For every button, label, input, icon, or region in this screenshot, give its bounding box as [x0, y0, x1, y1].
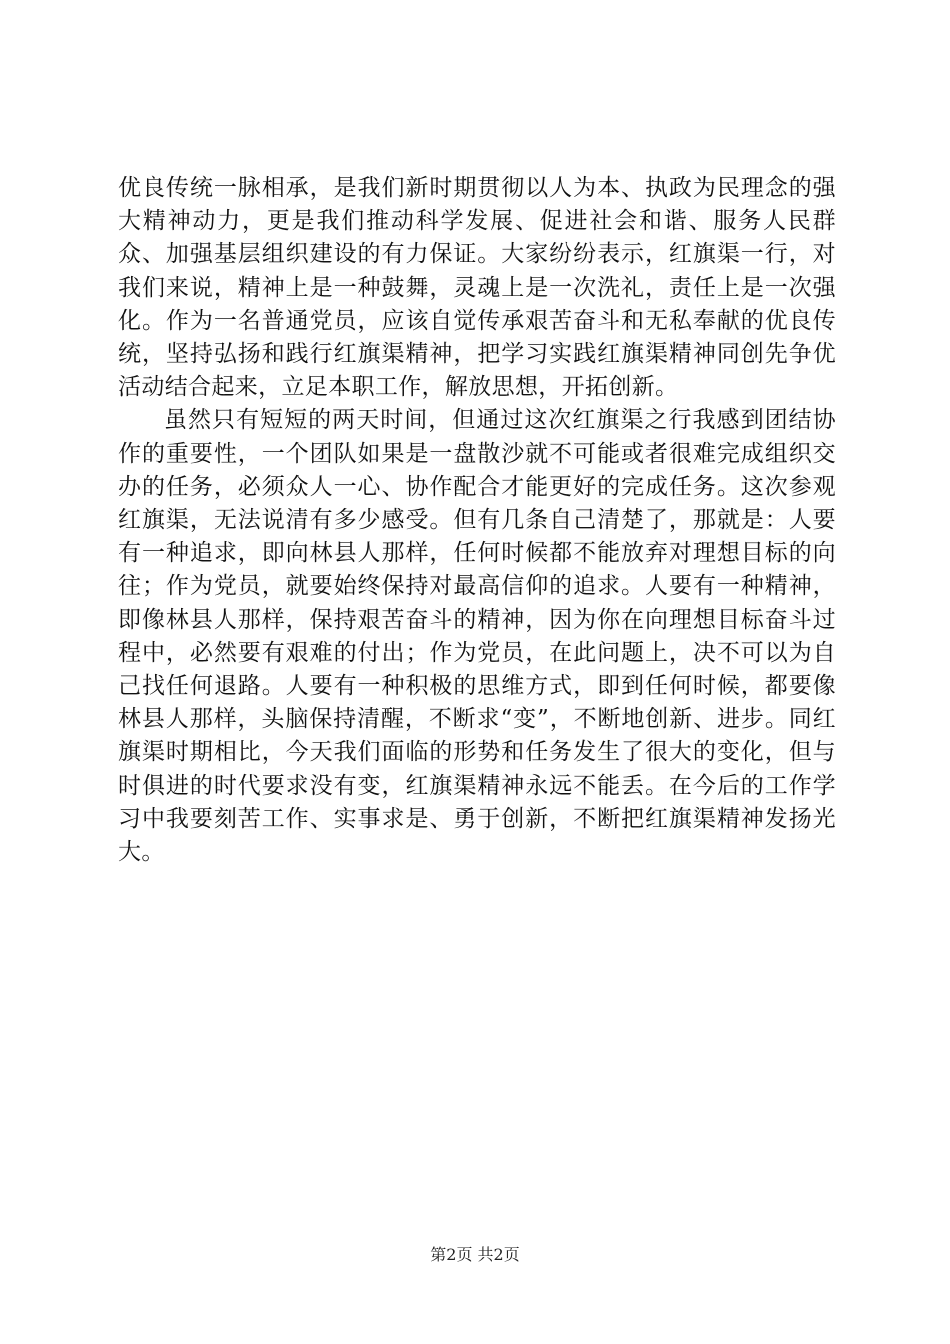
document-body [118, 172, 836, 869]
page-number-footer: 第2页 共2页 [430, 1245, 520, 1264]
paragraph-continuation: 优良传统一脉相承，是我们新时期贯彻以人为本、执政为民理念的强大精神动力，更是我们推动科学发展、促进社会和谐、服务人民群众、加强基层组织建设的有力保证。大家纷纷表示，红旗渠一行，对我们来说，精神上是一种鼓舞，灵魂上是一次洗礼，责任上是一次强化。作为一名普通党员，应该自觉传承艰苦奋斗和无私奉献的优良传统，坚持弘扬和践行红旗渠精神，把学习实践红旗渠精神同创先争优活动结合起来，立足本职工作，解放思想，开拓创新。 [118, 175, 836, 401]
paragraph-reflection: 虽然只有短短的两天时间，但通过这次红旗渠之行我感到团结协作的重要性，一个团队如果是一盘散沙就不可能或者很难完成组织交办的任务，必须众人一心、协作配合才能更好的完成任务。这次参观红旗渠，无法说清有多少感受。但有几条自己清楚了，那就是：人要有一种追求，即向林县人那样，任何时候都不能放弃对理想目标的向往；作为党员，就要始终保持对最高信仰的追求。人要有一种精神，即像林县人那样，保持艰苦奋斗的精神，因为你在向理想目标奋斗过程中，必然要有艰难的付出；作为党员，在此问题上，决不可以为自己找任何退路。人要有一种积极的思维方式，即到任何时候，都要像林县人那样，头脑保持清醒，不断求“变”，不断地创新、进步。同红旗渠时期相比，今天我们面临的形势和任务发生了很大的变化，但与时俱进的时代要求没有变，红旗渠精神永远不能丢。在今后的工作学习中我要刻苦工作、实事求是、勇于创新，不断把红旗渠精神发扬光大。 [118, 407, 836, 866]
